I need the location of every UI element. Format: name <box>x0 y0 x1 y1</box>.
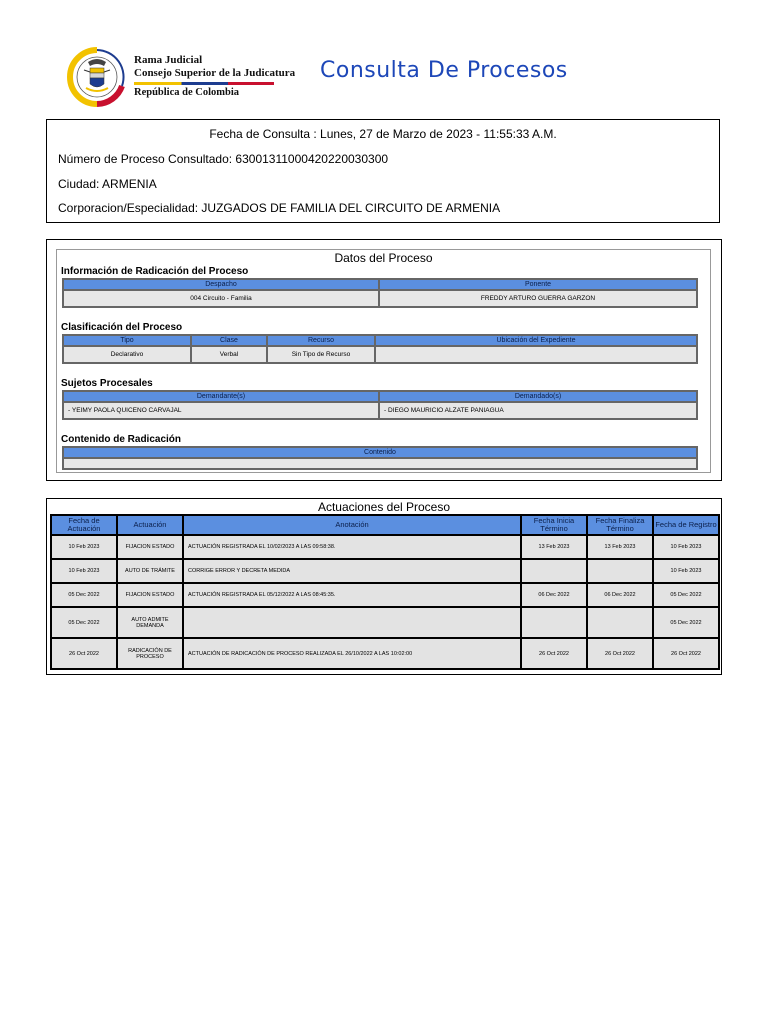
cell: ACTUACIÓN REGISTRADA EL 05/12/2022 A LAS 08:45:35. <box>184 584 520 606</box>
col-recurso: Recurso <box>268 336 374 345</box>
cell <box>522 608 586 637</box>
corporacion: Corporacion/Especialidad: JUZGADOS DE FAMILIA DEL CIRCUITO DE ARMENIA <box>58 201 501 215</box>
cell <box>588 608 652 637</box>
table-row <box>52 639 718 668</box>
fecha-consulta: Fecha de Consulta : Lunes, 27 de Marzo de 2023 - 11:55:33 A.M. <box>209 127 557 141</box>
cell: ACTUACIÓN DE RADICACIÓN DE PROCESO REALIZADA EL 26/10/2022 A LAS 10:02:00 <box>184 639 520 668</box>
col-demandante: Demandante(s) <box>64 392 378 401</box>
cell <box>588 560 652 582</box>
cell: 10 Feb 2023 <box>654 536 718 558</box>
cell: 10 Feb 2023 <box>654 560 718 582</box>
cell: 26 Oct 2022 <box>588 639 652 668</box>
institution-line1: Rama Judicial <box>134 54 203 66</box>
clasificacion-table <box>62 334 698 364</box>
col-fecha-inicia: Fecha Inicia Término <box>522 516 586 534</box>
cell: 26 Oct 2022 <box>654 639 718 668</box>
cell <box>184 608 520 637</box>
col-actuacion: Actuación <box>118 516 182 534</box>
actuaciones-title: Actuaciones del Proceso <box>317 500 451 514</box>
ponente-value: FREDDY ARTURO GUERRA GARZON <box>380 291 696 306</box>
col-clase: Clase <box>192 336 266 345</box>
institution-line3: República de Colombia <box>134 87 240 98</box>
cell: 06 Dec 2022 <box>522 584 586 606</box>
contenido-table <box>62 446 698 470</box>
col-demandado: Demandado(s) <box>380 392 696 401</box>
cell: 05 Dec 2022 <box>52 584 116 606</box>
institution-line2: Consejo Superior de la Judicatura <box>134 67 296 79</box>
cell: 26 Oct 2022 <box>52 639 116 668</box>
radicacion-table <box>62 278 698 308</box>
recurso-value: Sin Tipo de Recurso <box>268 347 374 362</box>
cell: FIJACION ESTADO <box>118 584 182 606</box>
datos-title: Datos del Proceso <box>334 251 433 265</box>
cell: 06 Dec 2022 <box>588 584 652 606</box>
cell: FIJACION ESTADO <box>118 536 182 558</box>
contenido-value <box>64 459 696 468</box>
col-fecha-finaliza: Fecha Finaliza Término <box>588 516 652 534</box>
despacho-value: 004 Circuito - Familia <box>64 291 378 306</box>
cell: 10 Feb 2023 <box>52 536 116 558</box>
sujetos-table <box>62 390 698 420</box>
col-anotacion: Anotación <box>184 516 520 534</box>
col-tipo: Tipo <box>64 336 190 345</box>
cell: AUTO DE TRÁMITE <box>118 560 182 582</box>
cell: 05 Dec 2022 <box>654 584 718 606</box>
table-row <box>52 536 718 558</box>
page-header <box>0 0 768 110</box>
cell: 05 Dec 2022 <box>52 608 116 637</box>
cell: RADICACIÓN DE PROCESO <box>118 639 182 668</box>
demandante-value: - YEIMY PAOLA QUICENO CARVAJAL <box>64 403 378 418</box>
cell: 10 Feb 2023 <box>52 560 116 582</box>
cell <box>522 560 586 582</box>
col-contenido: Contenido <box>64 448 696 457</box>
contenido-label: Contenido de Radicación <box>61 434 182 445</box>
tipo-value: Declarativo <box>64 347 190 362</box>
actuaciones-table <box>50 514 720 670</box>
cell: 05 Dec 2022 <box>654 608 718 637</box>
ciudad: Ciudad: ARMENIA <box>58 177 157 191</box>
cell: 13 Feb 2023 <box>588 536 652 558</box>
col-ubicacion: Ubicación del Expediente <box>376 336 696 345</box>
table-row <box>52 584 718 606</box>
col-ponente: Ponente <box>380 280 696 289</box>
datos-inner-frame <box>56 249 711 473</box>
clase-value: Verbal <box>192 347 266 362</box>
coat-of-arms-logo <box>66 46 128 112</box>
cell: 26 Oct 2022 <box>522 639 586 668</box>
sujetos-label: Sujetos Procesales <box>61 378 153 389</box>
actuaciones-section <box>46 498 722 675</box>
clasificacion-label: Clasificación del Proceso <box>61 322 183 333</box>
col-despacho: Despacho <box>64 280 378 289</box>
radicacion-label: Información de Radicación del Proceso <box>61 266 249 277</box>
ubicacion-value <box>376 347 696 362</box>
numero-proceso: Número de Proceso Consultado: 63001311000420220030300 <box>58 152 389 166</box>
cell: 13 Feb 2023 <box>522 536 586 558</box>
datos-del-proceso-section <box>46 239 722 481</box>
institution-name <box>134 54 295 99</box>
consulta-info-box <box>46 119 720 223</box>
cell: AUTO ADMITE DEMANDA <box>118 608 182 637</box>
cell: CORRIGE ERROR Y DECRETA MEDIDA <box>184 560 520 582</box>
page-title: Consulta De Procesos <box>320 58 568 83</box>
demandado-value: - DIEGO MAURICIO ALZATE PANIAGUA <box>380 403 696 418</box>
cell: ACTUACIÓN REGISTRADA EL 10/02/2023 A LAS 09:58:38. <box>184 536 520 558</box>
col-fecha-actuacion: Fecha de Actuación <box>52 516 116 534</box>
table-row <box>52 560 718 582</box>
table-row <box>52 608 718 637</box>
col-fecha-registro: Fecha de Registro <box>654 516 718 534</box>
flag-rule <box>134 82 274 85</box>
